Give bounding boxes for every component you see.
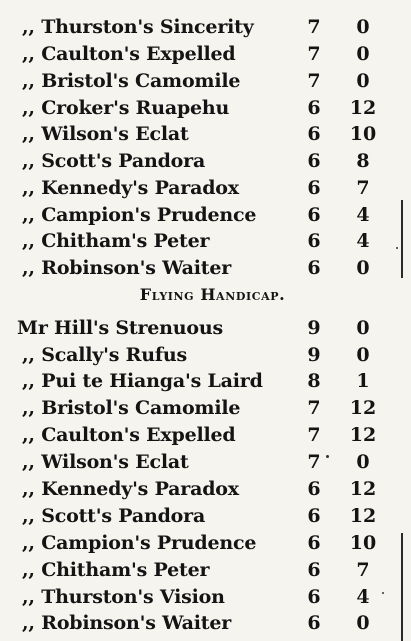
ink-speck (382, 592, 384, 594)
horse-name: ,, Caulton's Expelled (22, 424, 236, 446)
entry-row (0, 476, 405, 503)
weight-pounds: 12 (349, 397, 377, 419)
weight-pounds: 4 (356, 586, 370, 608)
horse-name: ,, Scally's Rufus (22, 344, 187, 366)
horse-name: ,, Caulton's Expelled (22, 43, 236, 65)
horse-name: ,, Chitham's Peter (22, 559, 210, 581)
horse-name: ,, Scott's Pandora (22, 150, 206, 172)
weight-pounds: 0 (356, 43, 370, 65)
entry-row (0, 557, 405, 584)
weight-stone: 6 (307, 532, 321, 554)
weight-pounds: 1 (356, 370, 370, 392)
weight-pounds: 8 (356, 150, 370, 172)
horse-name: ,, Wilson's Eclat (22, 123, 189, 145)
weight-stone: 6 (307, 586, 321, 608)
section-heading: Flying Handicap. (139, 285, 286, 304)
weight-pounds: 0 (356, 612, 370, 634)
column-rule (401, 200, 403, 278)
entry-row (0, 95, 405, 122)
entry-row (0, 368, 405, 395)
entry-row (0, 584, 405, 611)
entry-row (0, 315, 405, 342)
weight-pounds: 0 (356, 70, 370, 92)
entry-row (0, 175, 405, 202)
ink-speck (326, 455, 329, 458)
weight-pounds: 7 (356, 559, 370, 581)
weight-stone: 6 (307, 97, 321, 119)
weight-stone: 9 (307, 344, 321, 366)
horse-name: ,, Thurston's Sincerity (22, 16, 254, 38)
entry-row (0, 449, 405, 476)
weight-pounds: 12 (349, 478, 377, 500)
weight-stone: 7 (307, 424, 321, 446)
weight-stone: 7 (307, 451, 321, 473)
weight-pounds: 12 (349, 424, 377, 446)
entry-row (0, 395, 405, 422)
entry-row (0, 148, 405, 175)
entry-row (0, 228, 405, 255)
horse-name: ,, Robinson's Waiter (22, 257, 232, 279)
weight-pounds: 0 (356, 317, 370, 339)
entry-row (0, 503, 405, 530)
weight-stone: 7 (307, 397, 321, 419)
horse-name: Mr Hill's Strenuous (17, 317, 223, 339)
weight-pounds: 12 (349, 505, 377, 527)
weight-stone: 8 (307, 370, 321, 392)
weight-pounds: 12 (349, 97, 377, 119)
entry-row (0, 422, 405, 449)
entry-row (0, 610, 405, 637)
weight-stone: 6 (307, 204, 321, 226)
weight-stone: 7 (307, 70, 321, 92)
entry-row (0, 14, 405, 41)
weight-stone: 6 (307, 478, 321, 500)
horse-name: ,, Pui te Hianga's Laird (22, 370, 263, 392)
weight-stone: 7 (307, 16, 321, 38)
weight-stone: 7 (307, 43, 321, 65)
horse-name: ,, Croker's Ruapehu (22, 97, 230, 119)
horse-name: ,, Thurston's Vision (22, 586, 225, 608)
weight-pounds: 0 (356, 16, 370, 38)
weight-pounds: 7 (356, 177, 370, 199)
horse-name: ,, Scott's Pandora (22, 505, 206, 527)
entry-row (0, 202, 405, 229)
weight-stone: 6 (307, 123, 321, 145)
column-rule (401, 533, 403, 641)
weight-stone: 9 (307, 317, 321, 339)
weight-pounds: 4 (356, 204, 370, 226)
horse-name: ,, Bristol's Camomile (22, 70, 241, 92)
weight-stone: 6 (307, 505, 321, 527)
entry-row (0, 342, 405, 369)
entry-row (0, 41, 405, 68)
weight-pounds: 10 (349, 532, 377, 554)
horse-name: ,, Campion's Prudence (22, 532, 257, 554)
horse-name: ,, Bristol's Camomile (22, 397, 241, 419)
weight-stone: 6 (307, 150, 321, 172)
horse-name: ,, Wilson's Eclat (22, 451, 189, 473)
weight-stone: 6 (307, 177, 321, 199)
weight-stone: 6 (307, 257, 321, 279)
horse-name: ,, Chitham's Peter (22, 230, 210, 252)
ink-speck (396, 247, 398, 249)
weight-pounds: 0 (356, 344, 370, 366)
horse-name: ,, Kennedy's Paradox (22, 478, 239, 500)
entry-row (0, 121, 405, 148)
entry-row (0, 530, 405, 557)
weight-pounds: 0 (356, 257, 370, 279)
weight-pounds: 0 (356, 451, 370, 473)
weight-pounds: 10 (349, 123, 377, 145)
horse-name: ,, Robinson's Waiter (22, 612, 232, 634)
horse-name: ,, Campion's Prudence (22, 204, 257, 226)
horse-name: ,, Kennedy's Paradox (22, 177, 239, 199)
entry-row (0, 255, 405, 282)
weight-stone: 6 (307, 612, 321, 634)
entry-row (0, 68, 405, 95)
weight-stone: 6 (307, 230, 321, 252)
weight-stone: 6 (307, 559, 321, 581)
weight-pounds: 4 (356, 230, 370, 252)
